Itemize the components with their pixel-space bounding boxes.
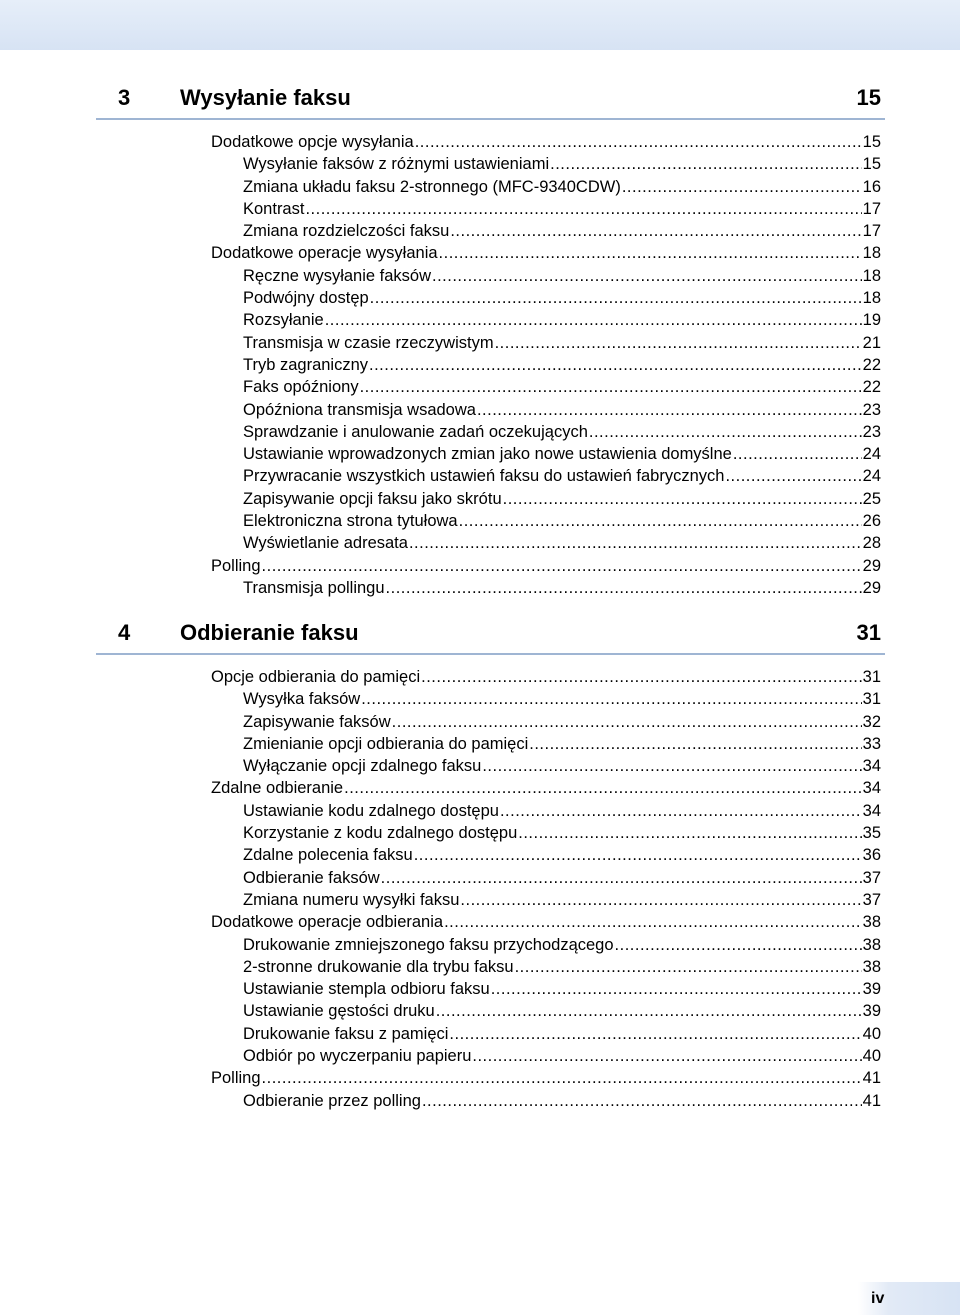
chapter-page: 31 (856, 620, 881, 645)
toc-entry-label: Drukowanie zmniejszonego faksu przychodzącego (243, 935, 614, 954)
dot-leader (360, 376, 862, 398)
toc-entry[interactable] (0, 1090, 960, 1112)
toc-entry-row[interactable] (243, 220, 881, 242)
dot-leader (344, 777, 862, 799)
chapter-page: 15 (856, 85, 881, 110)
toc-list-chapter-4 (0, 666, 960, 1112)
toc-entry[interactable] (0, 733, 960, 755)
toc-entry[interactable] (0, 198, 960, 220)
toc-entry[interactable] (0, 822, 960, 844)
toc-entry-row[interactable] (243, 889, 881, 911)
toc-entry[interactable] (0, 911, 960, 933)
toc-entry-page: 19 (862, 311, 881, 330)
toc-entry[interactable] (0, 421, 960, 443)
toc-entry-label: Zmienianie opcji odbierania do pamięci (243, 734, 529, 753)
toc-entry-row[interactable] (243, 153, 881, 175)
dot-leader (518, 822, 861, 844)
toc-entry[interactable] (0, 176, 960, 198)
toc-entry-page: 26 (862, 512, 881, 531)
dot-leader (500, 800, 862, 822)
toc-entry-label: Dodatkowe operacje odbierania (211, 913, 444, 932)
dot-leader (392, 711, 862, 733)
dot-leader (495, 332, 862, 354)
toc-entry-page: 39 (862, 1002, 881, 1021)
toc-entry-row[interactable] (243, 376, 881, 398)
toc-entry-row[interactable] (243, 1023, 881, 1045)
toc-entry[interactable] (0, 889, 960, 911)
toc-entry[interactable] (0, 711, 960, 733)
toc-entry-row[interactable] (243, 399, 881, 421)
toc-entry-label: Podwójny dostęp (243, 289, 369, 308)
dot-leader (325, 309, 862, 331)
toc-entry-label: Odbieranie przez polling (243, 1091, 421, 1110)
dot-leader (472, 1045, 861, 1067)
toc-list-chapter-3 (0, 131, 960, 599)
toc-entry-label: Wysyłka faksów (243, 690, 361, 709)
toc-entry-label: Transmisja pollingu (243, 578, 385, 597)
dot-leader (733, 443, 862, 465)
dot-leader (421, 666, 862, 688)
dot-leader (414, 844, 862, 866)
toc-entry-label: Opcje odbierania do pamięci (211, 668, 421, 686)
toc-entry-page: 17 (862, 199, 881, 218)
toc-entry-row[interactable] (243, 1045, 881, 1067)
dot-leader (369, 354, 862, 376)
toc-entry-label: Kontrast (243, 199, 305, 218)
chapter-title: Odbieranie faksu (180, 620, 359, 645)
toc-entry-page: 38 (862, 935, 881, 954)
toc-entry-row[interactable] (243, 956, 881, 978)
toc-entry[interactable] (0, 510, 960, 532)
dot-leader (444, 911, 862, 933)
toc-entry[interactable] (0, 265, 960, 287)
dot-leader (725, 465, 861, 487)
toc-entry[interactable] (0, 800, 960, 822)
toc-entry-row[interactable] (211, 777, 881, 799)
toc-entry-label: Odbieranie faksów (243, 868, 380, 887)
dot-leader (305, 198, 861, 220)
toc-entry-label: Sprawdzanie i anulowanie zadań oczekujących (243, 422, 588, 441)
toc-entry-page: 28 (862, 534, 881, 553)
toc-entry-label: Dodatkowe opcje wysyłania (211, 133, 414, 151)
dot-leader (262, 1067, 862, 1089)
toc-entry-label: Zdalne odbieranie (211, 779, 344, 798)
toc-entry-label: Ustawianie wprowadzonych zmian jako nowe ustawienia domyślne (243, 445, 732, 464)
toc-entry[interactable] (0, 131, 960, 153)
dot-leader (370, 287, 862, 309)
toc-entry[interactable] (0, 956, 960, 978)
dot-leader (622, 176, 862, 198)
toc-entry-page: 39 (862, 980, 881, 999)
toc-entry-label: Ustawianie kodu zdalnego dostępu (243, 801, 499, 820)
toc-entry-row[interactable] (211, 1067, 881, 1089)
toc-entry[interactable] (0, 1067, 960, 1089)
toc-entry-row[interactable] (243, 688, 881, 710)
toc-entry-page: 29 (862, 578, 881, 597)
toc-entry-row[interactable] (243, 934, 881, 956)
dot-leader (386, 577, 862, 599)
toc-entry-page: 18 (862, 289, 881, 308)
toc-entry-row[interactable] (243, 844, 881, 866)
toc-entry-page: 38 (862, 913, 881, 932)
chapter-heading-4[interactable] (96, 617, 885, 655)
toc-entry-label: Zapisywanie opcji faksu jako skrótu (243, 489, 502, 508)
toc-entry[interactable] (0, 934, 960, 956)
toc-entry-row[interactable] (211, 242, 881, 264)
chapter-title: Wysyłanie faksu (180, 85, 351, 110)
toc-entry[interactable] (0, 1023, 960, 1045)
dot-leader (439, 242, 862, 264)
toc-entry-row[interactable] (243, 465, 881, 487)
dot-leader (449, 1023, 861, 1045)
toc-entry-page: 41 (862, 1091, 881, 1110)
toc-entry-label: Przywracanie wszystkich ustawień faksu do ustawień fabrycznych (243, 467, 725, 486)
toc-entry-row[interactable] (243, 488, 881, 510)
dot-leader (432, 265, 862, 287)
toc-entry-row[interactable] (211, 911, 881, 933)
toc-entry-page: 22 (862, 355, 881, 374)
toc-entry[interactable] (0, 354, 960, 376)
toc-entry-page: 23 (862, 422, 881, 441)
toc-entry-row[interactable] (243, 443, 881, 465)
toc-entry-row[interactable] (243, 978, 881, 1000)
toc-entry[interactable] (0, 488, 960, 510)
dot-leader (381, 867, 862, 889)
toc-entry-page: 33 (862, 734, 881, 753)
toc-entry-label: Elektroniczna strona tytułowa (243, 512, 458, 531)
toc-entry-page: 34 (862, 757, 881, 776)
toc-entry-label: Zdalne polecenia faksu (243, 846, 413, 865)
chapter-heading-3[interactable] (96, 82, 885, 120)
toc-entry-page: 36 (862, 846, 881, 865)
toc-entry-label: Ustawianie stempla odbioru faksu (243, 980, 490, 999)
toc-entry-page: 24 (862, 445, 881, 464)
toc-entry[interactable] (0, 1000, 960, 1022)
toc-entry[interactable] (0, 287, 960, 309)
toc-entry-label: Korzystanie z kodu zdalnego dostępu (243, 824, 518, 843)
toc-entry-label: Opóźniona transmisja wsadowa (243, 400, 476, 419)
dot-leader (482, 755, 861, 777)
dot-leader (409, 532, 862, 554)
toc-entry-label: Tryb zagraniczny (243, 355, 369, 374)
toc-entry-row[interactable] (243, 198, 881, 220)
toc-entry-label: Wyłączanie opcji zdalnego faksu (243, 757, 482, 776)
toc-entry[interactable] (0, 399, 960, 421)
toc-entry-label: Polling (211, 1069, 261, 1088)
toc-entry-page: 17 (862, 222, 881, 241)
toc-entry-page: 40 (862, 1047, 881, 1066)
toc-entry[interactable] (0, 332, 960, 354)
toc-entry-row[interactable] (243, 176, 881, 198)
toc-entry-label: Ustawianie gęstości druku (243, 1002, 435, 1021)
toc-entry-page: 31 (862, 690, 881, 709)
toc-entry-page: 29 (862, 556, 881, 575)
toc-entry[interactable] (0, 688, 960, 710)
toc-entry-row[interactable] (211, 666, 881, 688)
toc-entry[interactable] (0, 755, 960, 777)
toc-entry-label: Faks opóźniony (243, 378, 359, 397)
toc-entry-page: 34 (862, 779, 881, 798)
dot-leader (460, 889, 861, 911)
toc-entry-page: 34 (862, 801, 881, 820)
toc-entry-page: 32 (862, 712, 881, 731)
toc-entry-label: Polling (211, 556, 261, 575)
dot-leader (422, 1090, 862, 1112)
toc-entry-label: Odbiór po wyczerpaniu papieru (243, 1047, 472, 1066)
dot-leader (436, 1000, 862, 1022)
toc-entry-row[interactable] (243, 711, 881, 733)
dot-leader (550, 153, 862, 175)
toc-entry[interactable] (0, 777, 960, 799)
dot-leader (262, 555, 862, 577)
chapter-number: 3 (118, 85, 131, 110)
toc-entry-row[interactable] (243, 733, 881, 755)
toc-entry[interactable] (0, 465, 960, 487)
dot-leader (361, 688, 861, 710)
dot-leader (589, 421, 862, 443)
header-band (0, 0, 960, 50)
toc-entry-page: 24 (862, 467, 881, 486)
toc-entry-label: Wyświetlanie adresata (243, 534, 408, 553)
toc-entry-row[interactable] (243, 867, 881, 889)
toc-entry-row[interactable] (243, 532, 881, 554)
dot-leader (450, 220, 861, 242)
toc-entry-row[interactable] (243, 421, 881, 443)
toc-entry-row[interactable] (211, 131, 881, 153)
toc-entry-row[interactable] (243, 577, 881, 599)
page-number: iv (871, 1290, 885, 1307)
toc-entry-page: 40 (862, 1024, 881, 1043)
dot-leader (529, 733, 861, 755)
toc-entry[interactable] (0, 153, 960, 175)
toc-entry-row[interactable] (243, 1090, 881, 1112)
toc-entry[interactable] (0, 666, 960, 688)
toc-entry[interactable] (0, 844, 960, 866)
toc-entry-page: 18 (862, 266, 881, 285)
dot-leader (515, 956, 862, 978)
toc-entry-page: 37 (862, 868, 881, 887)
toc-entry-row[interactable] (243, 332, 881, 354)
toc-entry[interactable] (0, 376, 960, 398)
toc-entry-page: 41 (862, 1069, 881, 1088)
toc-entry[interactable] (0, 555, 960, 577)
toc-entry[interactable] (0, 220, 960, 242)
toc-entry-row[interactable] (243, 800, 881, 822)
toc-entry-label: Dodatkowe operacje wysyłania (211, 244, 438, 263)
toc-entry[interactable] (0, 978, 960, 1000)
toc-entry-label: Drukowanie faksu z pamięci (243, 1024, 449, 1043)
toc-entry[interactable] (0, 1045, 960, 1067)
dot-leader (615, 934, 862, 956)
toc-entry-page: 22 (862, 378, 881, 397)
chapter-number: 4 (118, 620, 131, 645)
dot-leader (459, 510, 862, 532)
toc-entry-label: Zmiana układu faksu 2-stronnego (MFC-9340CDW) (243, 177, 621, 196)
toc-entry-page: 15 (862, 155, 881, 174)
toc-entry[interactable] (0, 309, 960, 331)
toc-entry-page: 37 (862, 890, 881, 909)
toc-entry-label: Zmiana rozdzielczości faksu (243, 222, 450, 241)
toc-entry-row[interactable] (243, 755, 881, 777)
toc-entry-row[interactable] (243, 1000, 881, 1022)
toc-entry[interactable] (0, 443, 960, 465)
toc-entry[interactable] (0, 577, 960, 599)
toc-entry[interactable] (0, 532, 960, 554)
toc-entry-row[interactable] (243, 287, 881, 309)
dot-leader (491, 978, 862, 1000)
toc-entry-row[interactable] (243, 354, 881, 376)
toc-entry-label: 2-stronne drukowanie dla trybu faksu (243, 957, 514, 976)
toc-entry-page: 23 (862, 400, 881, 419)
toc-entry-page: 15 (862, 133, 881, 151)
toc-entry-row[interactable] (243, 309, 881, 331)
toc-entry-page: 16 (862, 177, 881, 196)
toc-entry-row[interactable] (243, 822, 881, 844)
toc-entry-page: 21 (862, 333, 881, 352)
dot-leader (503, 488, 862, 510)
toc-entry-page: 35 (862, 824, 881, 843)
dot-leader (415, 131, 862, 153)
toc-entry-page: 38 (862, 957, 881, 976)
toc-entry[interactable] (0, 242, 960, 264)
toc-entry-page: 25 (862, 489, 881, 508)
toc-entry-page: 18 (862, 244, 881, 263)
toc-entry-row[interactable] (211, 555, 881, 577)
toc-entry-label: Rozsyłanie (243, 311, 324, 330)
toc-entry-label: Wysyłanie faksów z różnymi ustawieniami (243, 155, 550, 174)
toc-entry-row[interactable] (243, 510, 881, 532)
toc-entry-label: Ręczne wysyłanie faksów (243, 266, 431, 285)
toc-entry[interactable] (0, 867, 960, 889)
toc-entry-label: Transmisja w czasie rzeczywistym (243, 333, 494, 352)
toc-entry-row[interactable] (243, 265, 881, 287)
toc-entry-page: 31 (862, 668, 881, 686)
toc-entry-label: Zmiana numeru wysyłki faksu (243, 890, 460, 909)
toc-entry-label: Zapisywanie faksów (243, 712, 391, 731)
dot-leader (477, 399, 862, 421)
